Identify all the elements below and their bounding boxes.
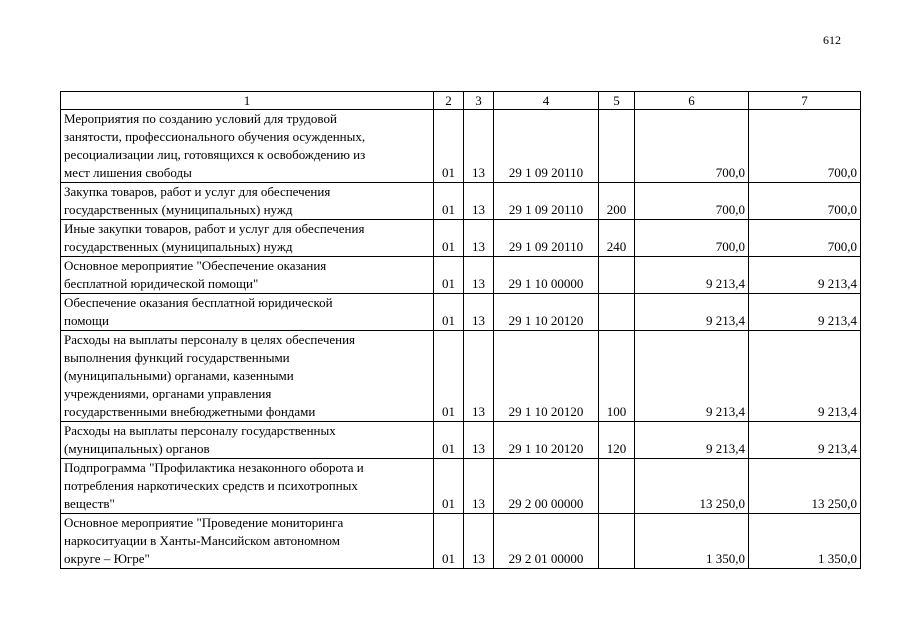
cell-c4: 29 1 10 20120: [494, 422, 599, 459]
cell-c2: 01: [434, 220, 464, 257]
row-name-cell: [61, 331, 434, 422]
cell-c7: 700,0: [749, 220, 861, 257]
cell-c2: 01: [434, 257, 464, 294]
header-cell: 3: [464, 92, 494, 110]
header-cell: 7: [749, 92, 861, 110]
row-name-cell: [61, 294, 434, 331]
row-name-line: Расходы на выплаты персоналу государственных: [64, 423, 336, 438]
row-name-line: ресоциализации лиц, готовящихся к освобождению из: [64, 147, 366, 162]
cell-c7: 9 213,4: [749, 294, 861, 331]
cell-c6: 700,0: [635, 220, 749, 257]
cell-c7: 9 213,4: [749, 331, 861, 422]
row-name-line: (муниципальными) органами, казенными: [64, 368, 294, 383]
cell-c7: 9 213,4: [749, 422, 861, 459]
cell-c6: 9 213,4: [635, 257, 749, 294]
cell-c3: 13: [464, 459, 494, 514]
row-name-cell: [61, 257, 434, 294]
cell-c6: 700,0: [635, 183, 749, 220]
row-name-cell: [61, 514, 434, 569]
cell-c2: 01: [434, 459, 464, 514]
table-row: [61, 514, 861, 569]
table-header-row: [61, 92, 861, 110]
cell-c5: [599, 514, 635, 569]
cell-c6: 13 250,0: [635, 459, 749, 514]
cell-c4: 29 1 10 20120: [494, 294, 599, 331]
cell-c2: 01: [434, 331, 464, 422]
row-name-line: занятости, профессионального обучения осужденных,: [64, 129, 366, 144]
cell-c5: [599, 294, 635, 331]
cell-c3: 13: [464, 294, 494, 331]
header-cell: 5: [599, 92, 635, 110]
table-row: [61, 331, 861, 422]
row-name-line: бесплатной юридической помощи": [64, 276, 259, 291]
row-name-line: мест лишения свободы: [64, 165, 192, 180]
cell-c7: 9 213,4: [749, 257, 861, 294]
cell-c5: [599, 459, 635, 514]
row-name-line: Основное мероприятие "Проведение мониторинга: [64, 515, 344, 530]
row-name-cell: [61, 422, 434, 459]
row-name-line: Обеспечение оказания бесплатной юридической: [64, 295, 333, 310]
cell-c7: 700,0: [749, 183, 861, 220]
cell-c2: 01: [434, 110, 464, 183]
cell-c6: 1 350,0: [635, 514, 749, 569]
cell-c5: 100: [599, 331, 635, 422]
row-name-line: Мероприятия по созданию условий для трудовой: [64, 111, 337, 126]
table-row: [61, 294, 861, 331]
cell-c2: 01: [434, 294, 464, 331]
budget-table: [60, 91, 861, 569]
cell-c3: 13: [464, 422, 494, 459]
row-name-line: Подпрограмма "Профилактика незаконного оборота и: [64, 460, 364, 475]
cell-c2: 01: [434, 514, 464, 569]
row-name-line: наркоситуации в Ханты-Мансийском автономном: [64, 533, 341, 548]
cell-c7: 13 250,0: [749, 459, 861, 514]
cell-c4: 29 2 01 00000: [494, 514, 599, 569]
cell-c3: 13: [464, 257, 494, 294]
page-number: 612: [823, 33, 841, 47]
row-name-cell: [61, 459, 434, 514]
row-name-cell: [61, 220, 434, 257]
row-name-line: учреждениями, органами управления: [64, 386, 272, 401]
cell-c5: [599, 110, 635, 183]
row-name-line: государственными внебюджетными фондами: [64, 404, 316, 419]
table-row: [61, 110, 861, 183]
cell-c5: [599, 257, 635, 294]
cell-c3: 13: [464, 220, 494, 257]
cell-c3: 13: [464, 110, 494, 183]
row-name-line: Иные закупки товаров, работ и услуг для обеспечения: [64, 221, 365, 236]
cell-c6: 9 213,4: [635, 331, 749, 422]
table-row: [61, 183, 861, 220]
row-name-line: Расходы на выплаты персоналу в целях обеспечения: [64, 332, 356, 347]
table-row: [61, 459, 861, 514]
cell-c4: 29 1 10 00000: [494, 257, 599, 294]
cell-c2: 01: [434, 422, 464, 459]
cell-c2: 01: [434, 183, 464, 220]
header-cell: 6: [635, 92, 749, 110]
cell-c4: 29 1 10 20120: [494, 331, 599, 422]
cell-c6: 9 213,4: [635, 422, 749, 459]
table-row: [61, 257, 861, 294]
cell-c4: 29 1 09 20110: [494, 220, 599, 257]
cell-c3: 13: [464, 183, 494, 220]
cell-c3: 13: [464, 514, 494, 569]
row-name-line: Основное мероприятие "Обеспечение оказания: [64, 258, 327, 273]
cell-c7: 700,0: [749, 110, 861, 183]
cell-c7: 1 350,0: [749, 514, 861, 569]
row-name-line: помощи: [64, 313, 109, 328]
row-name-line: выполнения функций государственными: [64, 350, 290, 365]
cell-c4: 29 1 09 20110: [494, 110, 599, 183]
cell-c5: 200: [599, 183, 635, 220]
cell-c5: 240: [599, 220, 635, 257]
header-cell: 1: [61, 92, 434, 110]
table-row: [61, 220, 861, 257]
row-name-line: потребления наркотических средств и психотропных: [64, 478, 358, 493]
cell-c6: 9 213,4: [635, 294, 749, 331]
cell-c6: 700,0: [635, 110, 749, 183]
cell-c3: 13: [464, 331, 494, 422]
row-name-line: Закупка товаров, работ и услуг для обеспечения: [64, 184, 331, 199]
header-cell: 4: [494, 92, 599, 110]
row-name-cell: [61, 110, 434, 183]
row-name-line: государственных (муниципальных) нужд: [64, 239, 293, 254]
row-name-line: веществ": [64, 496, 115, 511]
row-name-line: округе – Югре": [64, 551, 150, 566]
cell-c4: 29 1 09 20110: [494, 183, 599, 220]
row-name-line: государственных (муниципальных) нужд: [64, 202, 293, 217]
row-name-cell: [61, 183, 434, 220]
header-cell: 2: [434, 92, 464, 110]
cell-c4: 29 2 00 00000: [494, 459, 599, 514]
cell-c5: 120: [599, 422, 635, 459]
table-row: [61, 422, 861, 459]
row-name-line: (муниципальных) органов: [64, 441, 210, 456]
